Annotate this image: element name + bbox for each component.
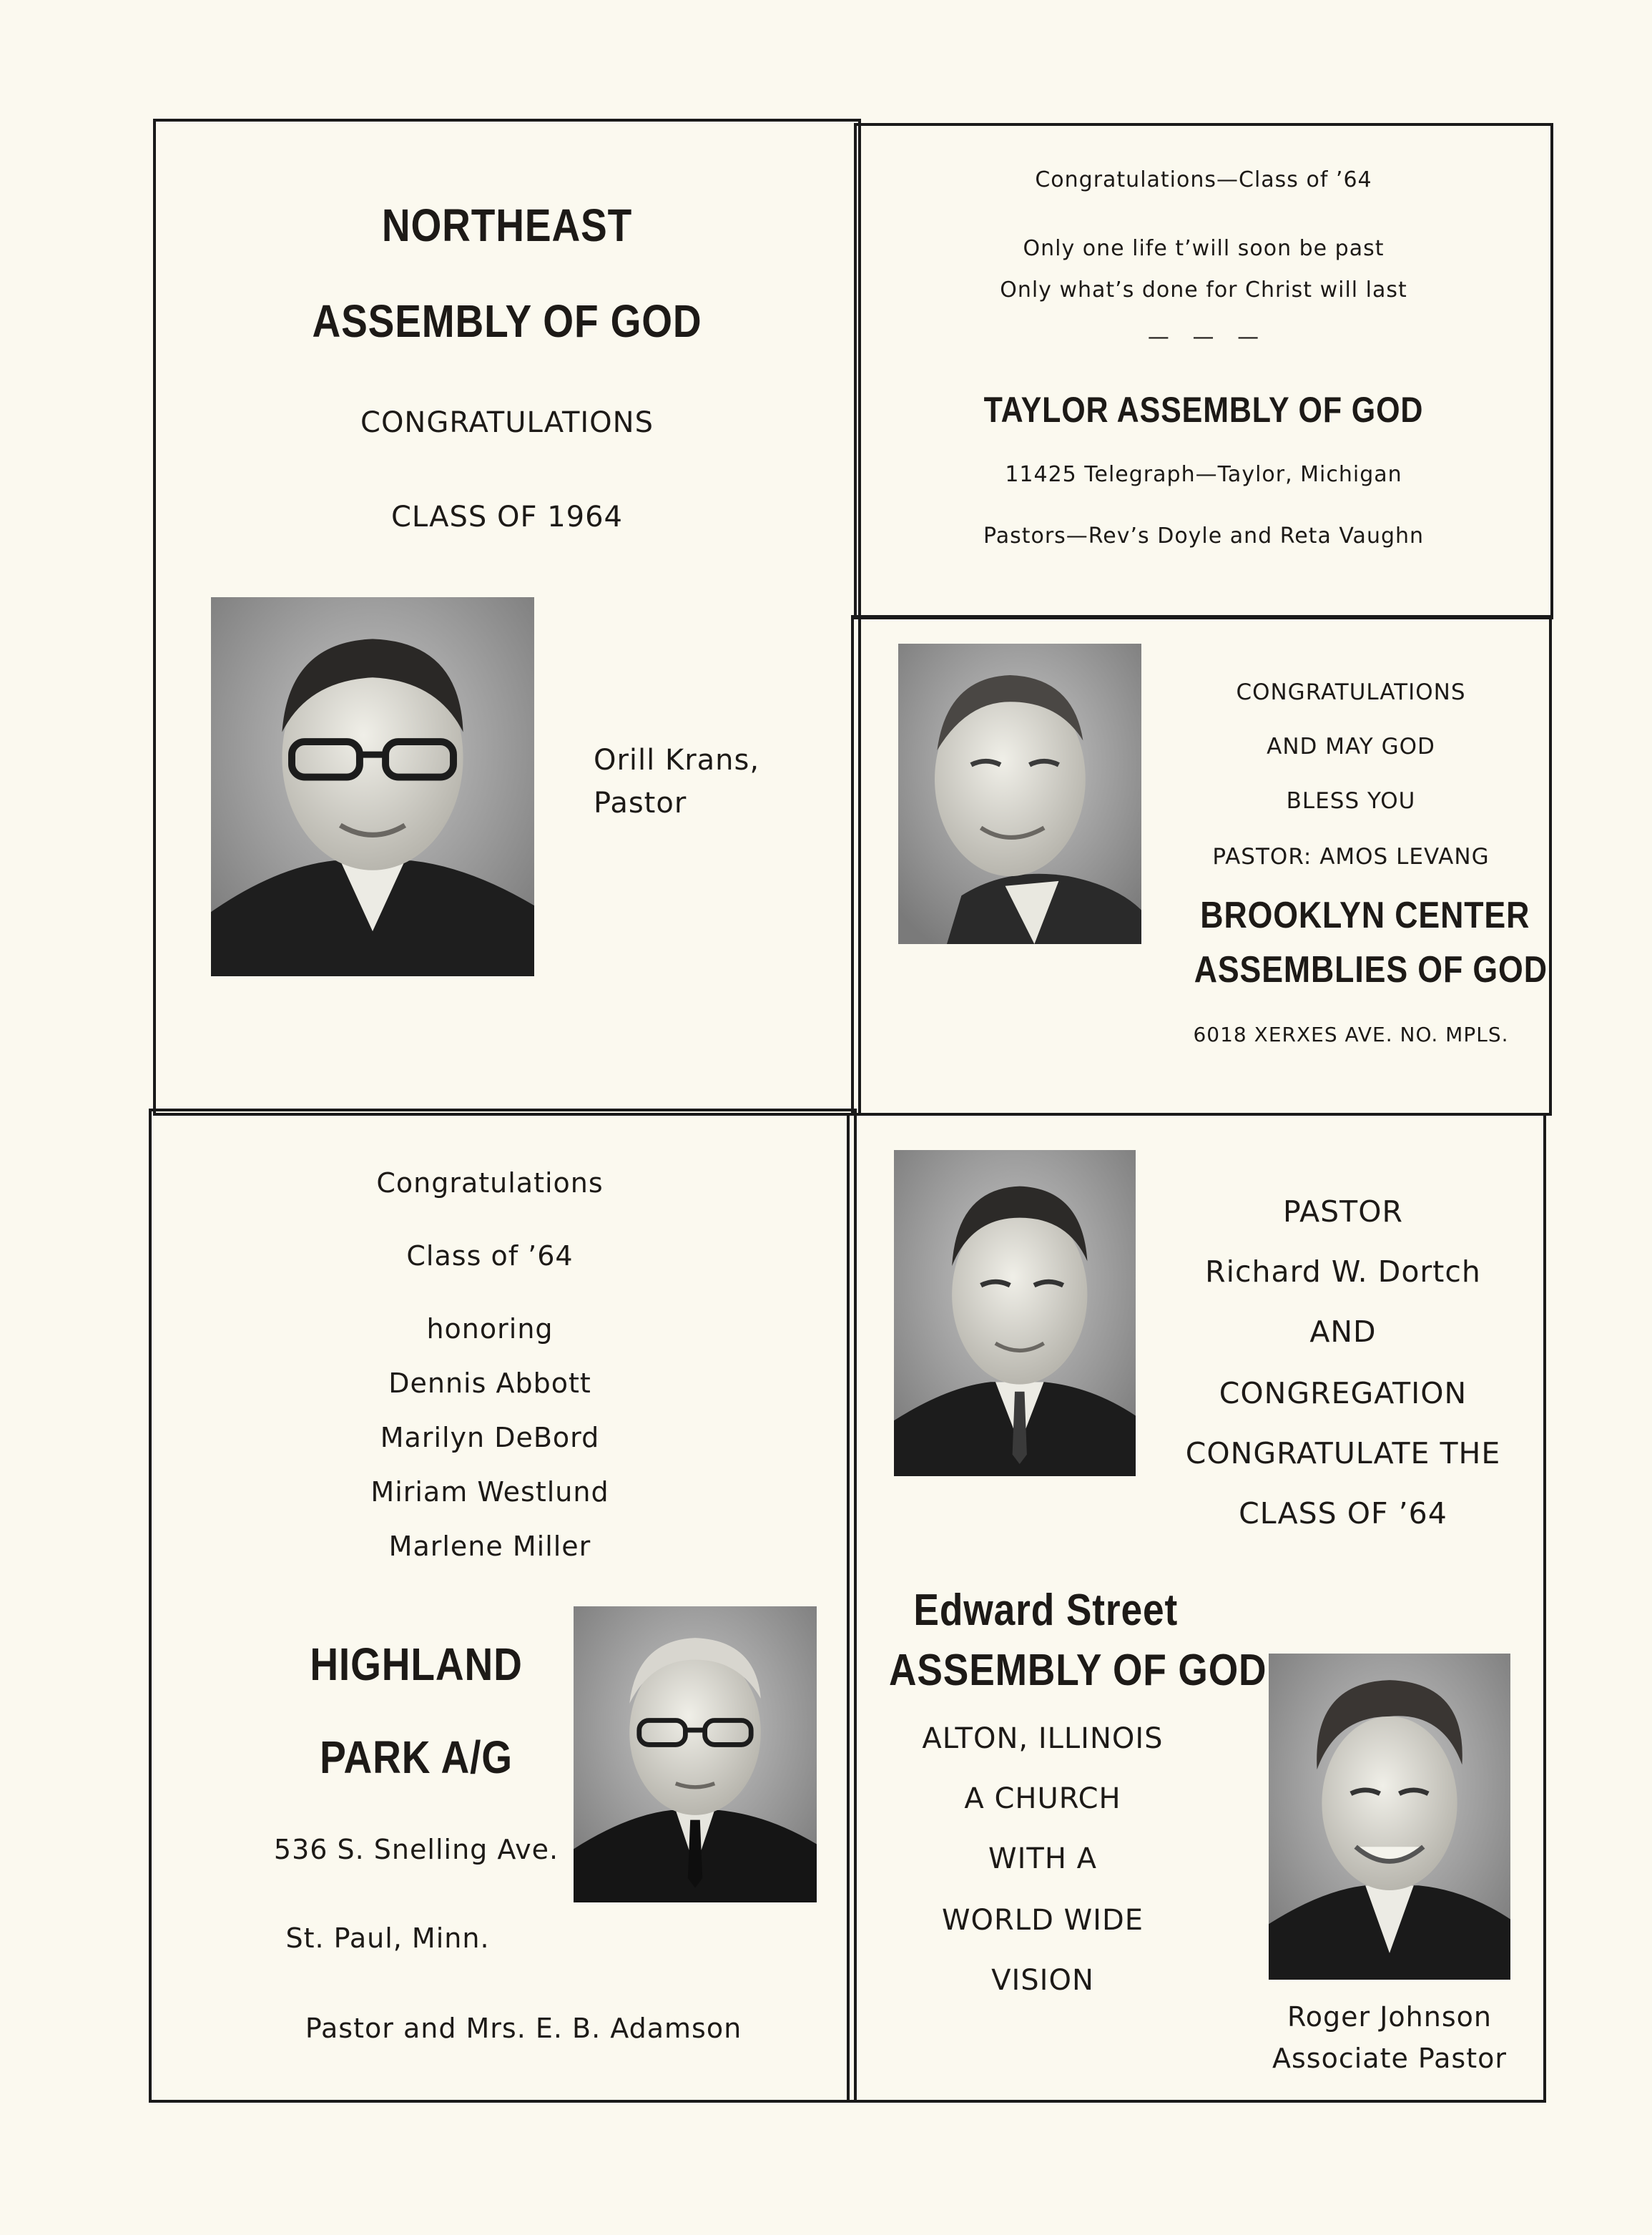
brooklyn-pastor: PASTOR: AMOS LEVANG xyxy=(1212,844,1490,870)
highland-class: Class of ’64 xyxy=(406,1240,574,1272)
highland-name-line1: HIGHLAND xyxy=(310,1639,523,1690)
brooklyn-line3: BLESS YOU xyxy=(1286,788,1416,814)
edward-name-line1: Edward Street xyxy=(913,1586,1179,1635)
taylor-pastors: Pastors—Rev’s Doyle and Reta Vaughn xyxy=(983,524,1425,549)
edward-message-line: CONGREGATION xyxy=(1219,1376,1467,1410)
edward-message-line: Richard W. Dortch xyxy=(1205,1254,1481,1289)
edward-detail-line: A CHURCH xyxy=(964,1782,1121,1815)
highland-ad xyxy=(149,1109,857,2103)
edward-message-line: CONGRATULATE THE xyxy=(1185,1436,1501,1470)
associate-pastor-name: Roger Johnson xyxy=(1287,2001,1492,2033)
pastor-photo-levang xyxy=(898,644,1141,944)
edward-name-line2: ASSEMBLY OF GOD xyxy=(889,1646,1267,1695)
brooklyn-line2: AND MAY GOD xyxy=(1267,734,1435,760)
taylor-ad xyxy=(854,123,1553,619)
edward-detail-line: VISION xyxy=(991,1964,1094,1997)
edward-detail-line: ALTON, ILLINOIS xyxy=(922,1722,1164,1755)
northeast-pastor-title: Pastor xyxy=(594,787,687,820)
taylor-congrats: Congratulations—Class of ’64 xyxy=(1035,167,1372,192)
northeast-name-line2: ASSEMBLY OF GOD xyxy=(312,295,702,347)
honoree-name: Dennis Abbott xyxy=(388,1367,591,1399)
edward-detail-line: WITH A xyxy=(988,1842,1097,1875)
taylor-address: 11425 Telegraph—Taylor, Michigan xyxy=(1005,462,1402,487)
brooklyn-line1: CONGRATULATIONS xyxy=(1236,679,1466,705)
highland-city: St. Paul, Minn. xyxy=(285,1922,490,1954)
northeast-name-line1: NORTHEAST xyxy=(381,200,633,251)
northeast-pastor-name: Orill Krans, xyxy=(594,744,760,777)
brooklyn-address: 6018 XERXES AVE. NO. MPLS. xyxy=(1193,1023,1509,1046)
taylor-poem-line1: Only one life t’will soon be past xyxy=(1023,236,1385,261)
honoree-name: Marilyn DeBord xyxy=(380,1422,600,1453)
pastor-photo-krans xyxy=(211,597,534,976)
highland-name-line2: PARK A/G xyxy=(320,1731,513,1783)
edward-ad xyxy=(847,1113,1546,2103)
pastor-photo-dortch xyxy=(894,1150,1136,1476)
highland-pastor: Pastor and Mrs. E. B. Adamson xyxy=(305,2013,742,2044)
edward-detail-line: WORLD WIDE xyxy=(941,1904,1144,1937)
brooklyn-name-line1: BROOKLYN CENTER xyxy=(1200,895,1530,936)
highland-address: 536 S. Snelling Ave. xyxy=(273,1834,559,1865)
associate-pastor-title: Associate Pastor xyxy=(1272,2043,1507,2074)
honoree-name: Marlene Miller xyxy=(388,1531,591,1562)
taylor-poem-line2: Only what’s done for Christ will last xyxy=(1000,277,1407,303)
edward-message-line: PASTOR xyxy=(1283,1194,1403,1229)
associate-pastor-photo-johnson xyxy=(1269,1654,1510,1980)
northeast-ad xyxy=(153,119,861,1116)
brooklyn-ad xyxy=(851,615,1552,1116)
highland-honoring: honoring xyxy=(426,1313,554,1345)
edward-message-line: CLASS OF ’64 xyxy=(1239,1496,1447,1531)
northeast-congrats: CONGRATULATIONS xyxy=(360,406,654,439)
pastor-photo-adamson xyxy=(574,1606,817,1902)
brooklyn-name-line2: ASSEMBLIES OF GOD xyxy=(1194,949,1548,991)
highland-congrats: Congratulations xyxy=(376,1167,604,1199)
northeast-class: CLASS OF 1964 xyxy=(391,501,623,534)
taylor-separator: — — — xyxy=(1147,325,1260,350)
edward-message-line: AND xyxy=(1309,1315,1377,1349)
taylor-name: TAYLOR ASSEMBLY OF GOD xyxy=(983,390,1424,430)
honoree-name: Miriam Westlund xyxy=(370,1476,609,1508)
